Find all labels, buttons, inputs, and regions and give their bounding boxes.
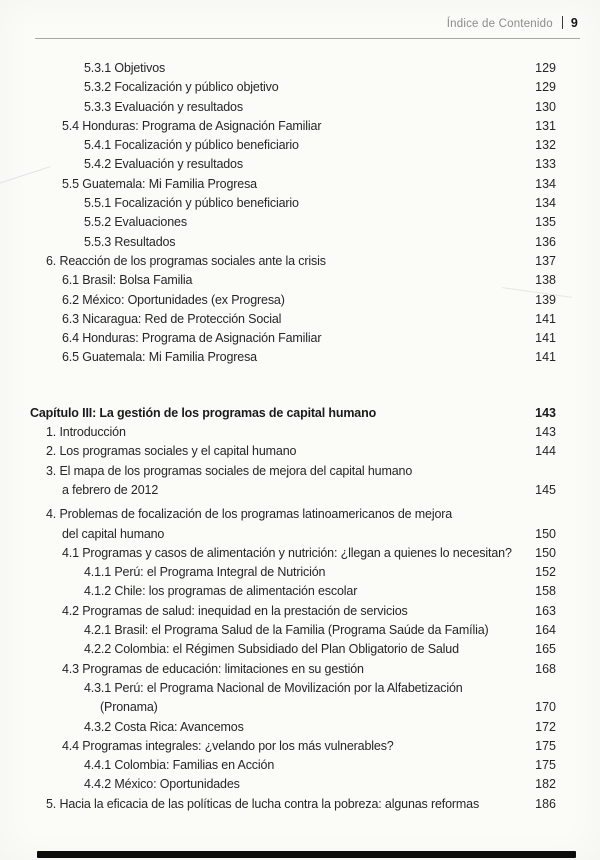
- header-separator: [562, 16, 563, 29]
- toc-entry-text: 5.5.3 Resultados: [84, 234, 176, 249]
- toc-entry-page: 135: [535, 215, 556, 230]
- toc-row: [30, 78, 556, 97]
- toc-entry-page: 165: [535, 642, 556, 657]
- toc-entry-text: 5.4.2 Evaluación y resultados: [84, 157, 243, 172]
- toc-entry-text: 6.2 México: Oportunidades (ex Progresa): [62, 292, 285, 307]
- toc-entry-text: (Pronama): [100, 700, 158, 715]
- toc-entry-page: 186: [535, 796, 556, 811]
- toc-entry-text: del capital humano: [62, 526, 165, 541]
- toc-row: [30, 602, 556, 621]
- toc-row: [30, 423, 556, 442]
- toc-entry-page: 129: [535, 80, 556, 95]
- toc-entry-page: 175: [535, 738, 556, 753]
- toc-row: [30, 194, 556, 213]
- toc-row: [30, 582, 556, 601]
- toc-entry-text: 5.3.3 Evaluación y resultados: [84, 99, 243, 114]
- header-rule: [35, 38, 580, 39]
- toc-row: [30, 795, 556, 814]
- toc-entry-page: 170: [535, 700, 556, 715]
- toc-entry-page: 143: [535, 405, 556, 420]
- toc-entry-page: 129: [535, 61, 556, 75]
- toc-entry-text: 4.3.1 Perú: el Programa Nacional de Movilización por la Alfabetización: [84, 680, 463, 695]
- toc-entry-text: 5.5.2 Evaluaciones: [84, 215, 187, 230]
- toc-entry-text: 3. El mapa de los programas sociales de mejora del capital humano: [46, 463, 413, 478]
- toc-row: [30, 155, 556, 174]
- toc-entry-page: 163: [535, 603, 556, 618]
- toc-row: [30, 718, 556, 737]
- toc-row: [30, 213, 556, 232]
- toc-row: [30, 737, 556, 756]
- toc-entry-page: 158: [535, 584, 556, 599]
- toc-row: [30, 525, 556, 544]
- toc-row: [30, 544, 556, 563]
- toc-entry-page: 182: [535, 777, 556, 792]
- toc-entry-text: 5.5.1 Focalización y público beneficiario: [84, 196, 299, 211]
- toc-entry-text: 4.3.2 Costa Rica: Avancemos: [84, 719, 244, 734]
- toc-entry-text: 4.2.1 Brasil: el Programa Salud de la Familia (Programa Saúde da Família): [84, 623, 489, 638]
- toc-row: [30, 563, 556, 582]
- toc-row: [30, 698, 556, 717]
- toc-entry-page: 134: [535, 176, 556, 191]
- toc-entry-page: 130: [535, 99, 556, 114]
- toc-entry-page: 172: [535, 719, 556, 734]
- toc-entry-text: 4.2.2 Colombia: el Régimen Subsidiado del Plan Obligatorio de Salud: [84, 642, 459, 657]
- toc-row: [30, 252, 556, 271]
- toc-entry-page: 150: [535, 545, 556, 560]
- toc-entry-text: 4.1.2 Chile: los programas de alimentación escolar: [84, 584, 358, 599]
- toc-entry-page: 143: [535, 425, 556, 440]
- toc-row: [30, 660, 556, 679]
- page-number: 9: [570, 16, 578, 30]
- toc-entry-page: 150: [535, 526, 556, 541]
- toc-row: [30, 621, 556, 640]
- toc-entry-page: 136: [535, 234, 556, 249]
- toc-entry-text: 4.4.2 México: Oportunidades: [84, 777, 240, 792]
- toc-entry-text: 6.5 Guatemala: Mi Familia Progresa: [62, 350, 257, 365]
- running-title: Índice de Contenido: [446, 18, 553, 30]
- toc-entry-page: 141: [535, 350, 556, 365]
- toc-row: [30, 756, 556, 775]
- toc-entry-text: 5.4 Honduras: Programa de Asignación Familiar: [62, 118, 322, 133]
- page-header: [35, 16, 578, 30]
- toc-entry-page: 152: [535, 565, 556, 580]
- toc-row: [30, 679, 556, 698]
- toc-list: [30, 59, 556, 814]
- toc-entry-text: 4. Problemas de focalización de los programas latinoamericanos de mejora: [46, 507, 453, 522]
- toc-row: [30, 98, 556, 117]
- toc-entry-page: 131: [535, 118, 556, 133]
- toc-row: [30, 233, 556, 252]
- toc-entry-page: 132: [535, 138, 556, 153]
- toc-row: [30, 462, 556, 481]
- toc-entry-page: 141: [535, 331, 556, 346]
- toc-row: [30, 136, 556, 155]
- toc-entry-text: 5.3.2 Focalización y público objetivo: [84, 80, 279, 95]
- toc-entry-text: 6.4 Honduras: Programa de Asignación Familiar: [62, 331, 322, 346]
- toc-entry-text: a febrero de 2012: [62, 482, 159, 497]
- toc-row: [30, 310, 556, 329]
- toc-row: [30, 442, 556, 461]
- toc-row: [30, 505, 556, 524]
- toc-row: [30, 348, 556, 367]
- toc-row: [30, 404, 556, 423]
- toc-entry-text: 1. Introducción: [46, 425, 126, 440]
- toc-entry-text: 6.1 Brasil: Bolsa Familia: [62, 273, 193, 288]
- toc-entry-text: 5. Hacia la eficacia de las políticas de lucha contra la pobreza: algunas reformas: [46, 796, 480, 811]
- toc-entry-page: 144: [535, 444, 556, 459]
- toc-entry-text: 4.4 Programas integrales: ¿velando por los más vulnerables?: [62, 738, 394, 753]
- toc-entry-page: 139: [535, 292, 556, 307]
- toc-entry-page: 138: [535, 273, 556, 288]
- toc-entry-text: 5.3.1 Objetivos: [84, 61, 166, 75]
- scan-edge-bar: [37, 851, 576, 858]
- toc-entry-text: 6. Reacción de los programas sociales ante la crisis: [46, 253, 326, 268]
- toc-row: [30, 775, 556, 794]
- toc-entry-page: 133: [535, 157, 556, 172]
- toc-entry-page: 175: [535, 758, 556, 773]
- toc-entry-page: 164: [535, 623, 556, 638]
- toc-entry-text: 6.3 Nicaragua: Red de Protección Social: [62, 311, 282, 326]
- toc-entry-text: 4.4.1 Colombia: Familias en Acción: [84, 758, 275, 773]
- toc-entry-page: 145: [535, 482, 556, 497]
- toc-entry-text: 5.4.1 Focalización y público beneficiario: [84, 138, 299, 153]
- toc-entry-page: 168: [535, 661, 556, 676]
- toc-entry-page: 134: [535, 196, 556, 211]
- toc-row: [30, 59, 556, 78]
- toc-row: [30, 481, 556, 500]
- toc-row: [30, 640, 556, 659]
- toc-entry-text: 4.1 Programas y casos de alimentación y nutrición: ¿llegan a quienes lo necesitan?: [62, 545, 512, 560]
- toc-entry-text: 4.2 Programas de salud: inequidad en la prestación de servicios: [62, 603, 408, 618]
- toc-entry-page: 137: [535, 253, 556, 268]
- toc-row: [30, 291, 556, 310]
- toc-entry-text: 5.5 Guatemala: Mi Familia Progresa: [62, 176, 257, 191]
- toc-row: [30, 329, 556, 348]
- toc-row: [30, 117, 556, 136]
- toc-entry-page: 141: [535, 311, 556, 326]
- toc-entry-text: 4.1.1 Perú: el Programa Integral de Nutrición: [84, 565, 326, 580]
- toc-entry-text: 2. Los programas sociales y el capital humano: [46, 444, 297, 459]
- toc-row: [30, 175, 556, 194]
- toc-entry-text: Capítulo III: La gestión de los programas de capital humano: [30, 405, 377, 420]
- toc-entry-text: 4.3 Programas de educación: limitaciones en su gestión: [62, 661, 364, 676]
- toc-row: [30, 271, 556, 290]
